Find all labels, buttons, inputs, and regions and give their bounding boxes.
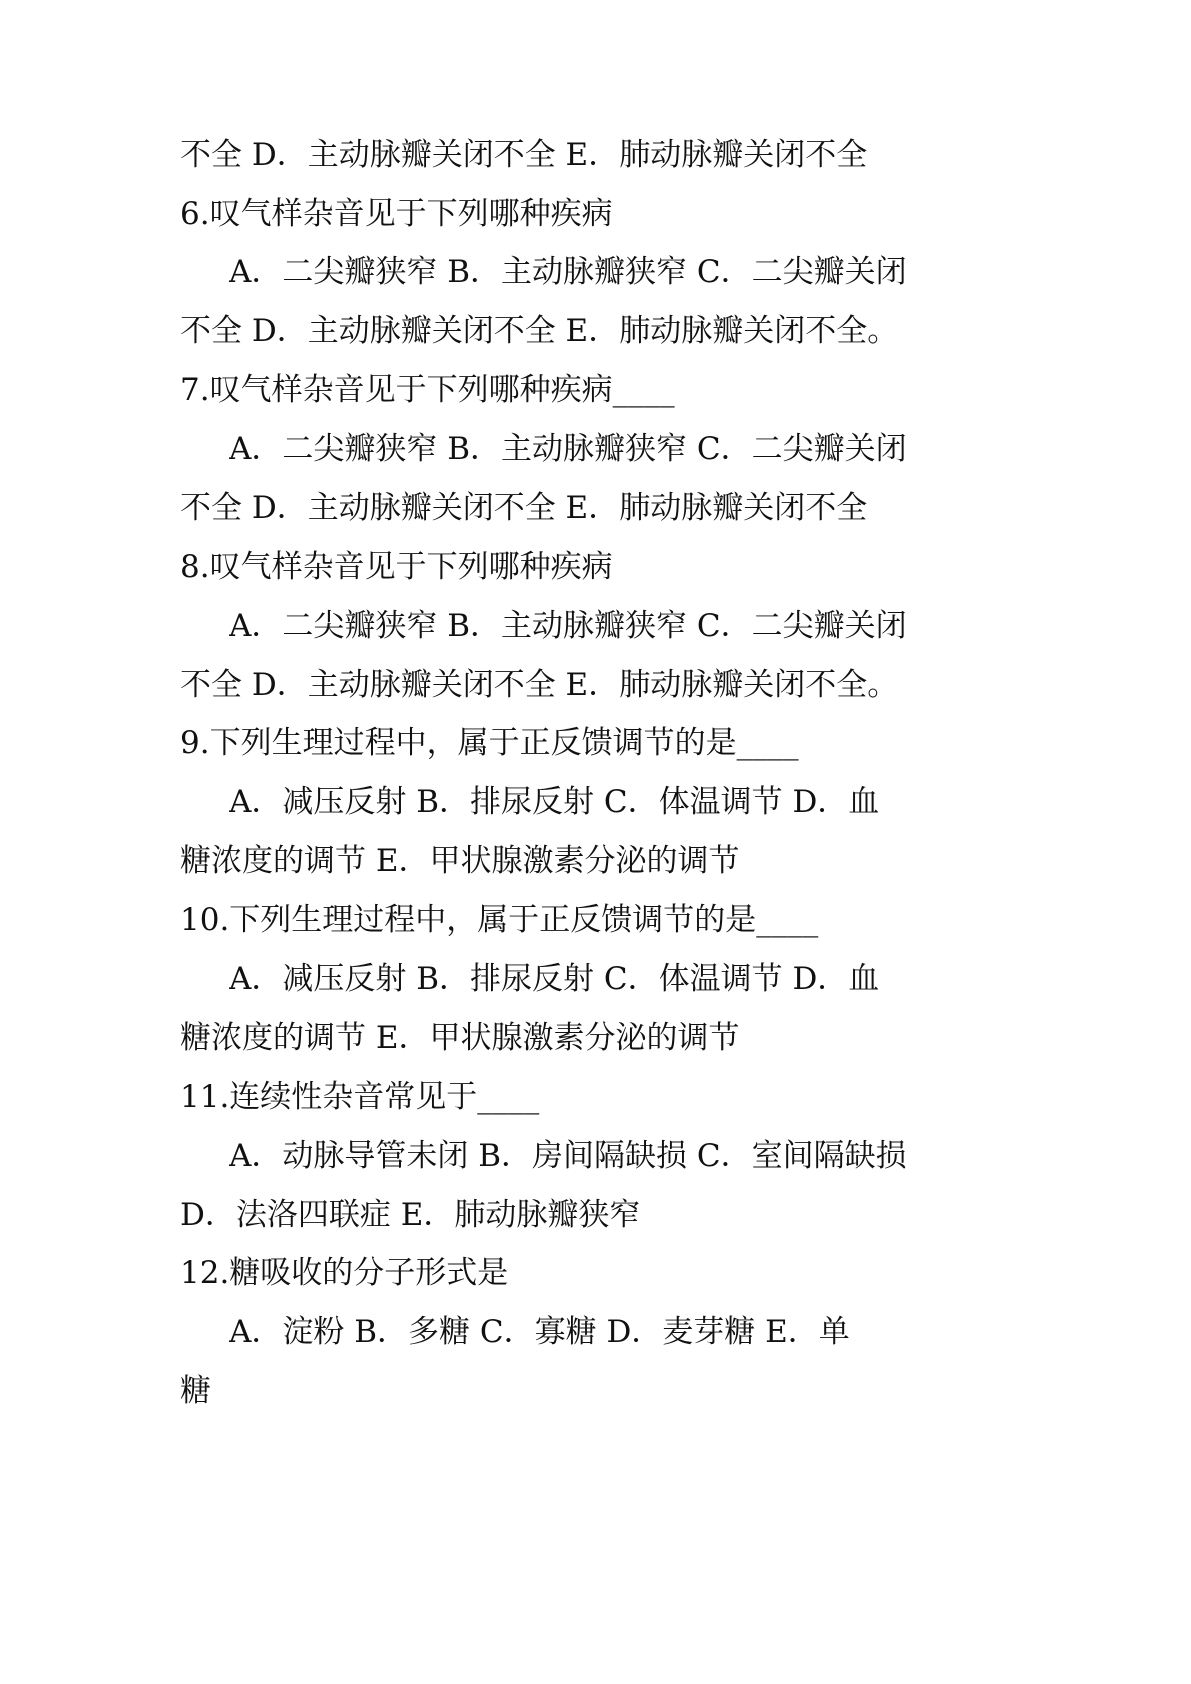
question-10: 10.下列生理过程中，属于正反馈调节的是____ xyxy=(180,902,819,938)
question-12: 12.糖吸收的分子形式是 xyxy=(180,1255,509,1291)
question-7-options: A．二尖瓣狭窄 B．主动脉瓣狭窄 C．二尖瓣关闭 xyxy=(229,431,907,467)
question-11: 11.连续性杂音常见于____ xyxy=(180,1079,540,1115)
question-10-options-cont: 糖浓度的调节 E．甲状腺激素分泌的调节 xyxy=(180,1020,740,1056)
question-10-options: A．减压反射 B．排尿反射 C．体温调节 D．血 xyxy=(229,961,880,997)
question-6-options-cont: 不全 D．主动脉瓣关闭不全 E．肺动脉瓣关闭不全。 xyxy=(180,313,899,349)
question-6-options: A．二尖瓣狭窄 B．主动脉瓣狭窄 C．二尖瓣关闭 xyxy=(229,254,907,290)
question-11-options: A．动脉导管未闭 B．房间隔缺损 C．室间隔缺损 xyxy=(229,1138,907,1174)
question-11-options-cont: D．法洛四联症 E．肺动脉瓣狭窄 xyxy=(180,1197,641,1233)
question-12-options-cont: 糖 xyxy=(180,1373,211,1409)
question-9-options-cont: 糖浓度的调节 E．甲状腺激素分泌的调节 xyxy=(180,843,740,879)
text-line-1: 不全 D．主动脉瓣关闭不全 E．肺动脉瓣关闭不全 xyxy=(180,137,868,173)
question-7: 7.叹气样杂音见于下列哪种疾病____ xyxy=(180,372,675,408)
question-9-options: A．减压反射 B．排尿反射 C．体温调节 D．血 xyxy=(229,784,880,820)
question-8-options: A．二尖瓣狭窄 B．主动脉瓣狭窄 C．二尖瓣关闭 xyxy=(229,608,907,644)
question-9: 9.下列生理过程中，属于正反馈调节的是____ xyxy=(180,725,799,761)
question-8: 8.叹气样杂音见于下列哪种疾病 xyxy=(180,549,613,585)
question-6: 6.叹气样杂音见于下列哪种疾病 xyxy=(180,196,613,232)
question-12-options: A．淀粉 B．多糖 C．寡糖 D．麦芽糖 E．单 xyxy=(229,1314,850,1350)
question-7-options-cont: 不全 D．主动脉瓣关闭不全 E．肺动脉瓣关闭不全 xyxy=(180,490,868,526)
question-8-options-cont: 不全 D．主动脉瓣关闭不全 E．肺动脉瓣关闭不全。 xyxy=(180,667,899,703)
